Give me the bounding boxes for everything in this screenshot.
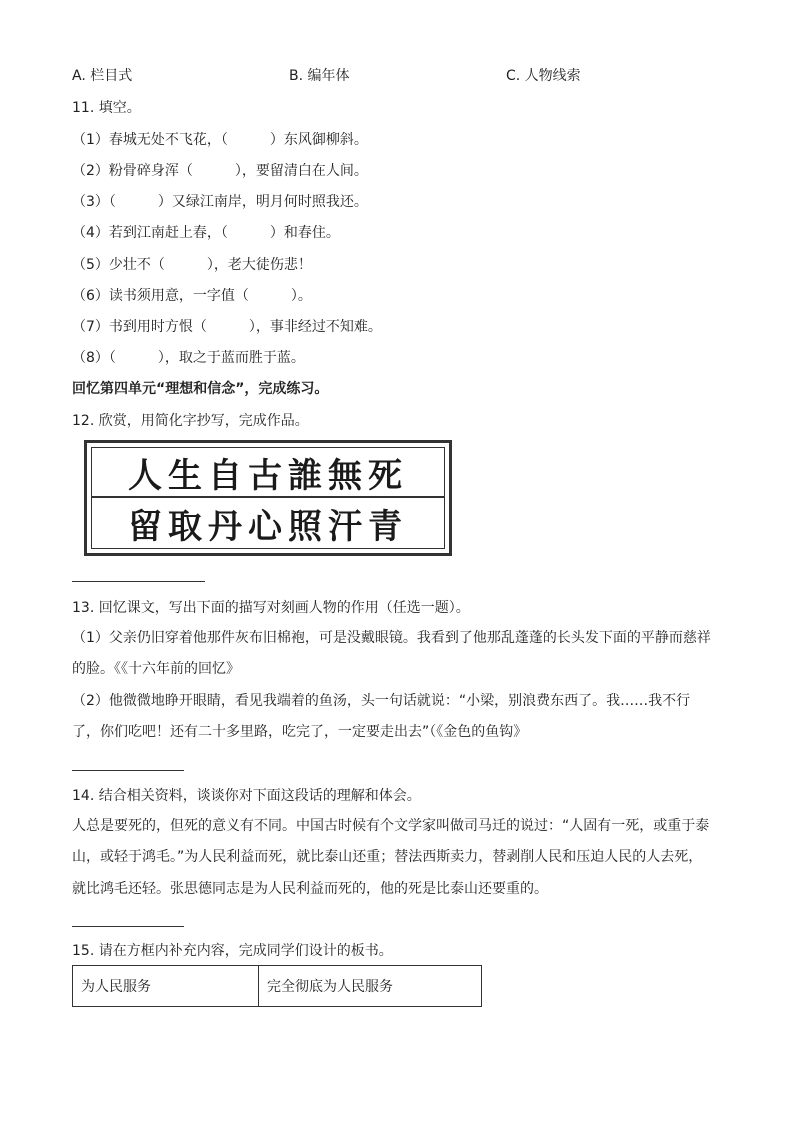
option-c: C. 人物线索: [506, 68, 581, 84]
q13-p2-line1: （2）他微微地睁开眼睛，看见我端着的鱼汤，头一句话就说：“小梁，别浪费东西了。我……我不行: [72, 693, 691, 709]
q13-title: 13. 回忆课文，写出下面的描写对刻画人物的作用（任选一题）。: [72, 600, 470, 616]
q11-item-2: （2）粉骨碎身浑（ ），要留清白在人间。: [72, 163, 368, 179]
q11-item-1: （1）春城无处不飞花，（ ）东风御柳斜。: [72, 132, 368, 148]
blackboard-table: [72, 965, 482, 1007]
calligraphy-row-2: 留取丹心照汗青: [128, 506, 408, 547]
q14-line2: 山，或轻于鸿毛。”为人民利益而死，就比泰山还重；替法西斯卖力，替剥削人民和压迫人民的人去死，: [72, 849, 703, 865]
q14-line1: 人总是要死的，但死的意义有不同。中国古时候有个文学家叫做司马迁的说过：“人固有一死，或重于泰: [72, 818, 710, 834]
q11-item-5: （5）少壮不（ ），老大徒伤悲！: [72, 257, 312, 273]
q13-p1-line2: 的脸。《《十六年前的回忆》: [72, 661, 240, 677]
q11-item-6: （6）读书须用意，一字值（ ）。: [72, 288, 312, 304]
q11-item-3: （3）（ ）又绿江南岸，明月何时照我还。: [72, 194, 368, 210]
option-b: B. 编年体: [289, 68, 350, 84]
q13-p2-line2: 了，你们吃吧！还有二十多里路，吃完了，一定要走出去”（《金色的鱼钩》: [72, 724, 528, 740]
q11-item-8: （8）（ ），取之于蓝而胜于蓝。: [72, 350, 305, 366]
q14-title: 14. 结合相关资料，谈谈你对下面这段话的理解和体会。: [72, 788, 421, 804]
option-a: A. 栏目式: [72, 68, 133, 84]
q11-title: 11. 填空。: [72, 100, 141, 116]
q15-title: 15. 请在方框内补充内容，完成同学们设计的板书。: [72, 943, 393, 959]
board-cell-1[interactable]: 为人民服务: [73, 966, 259, 1006]
answer-line-q13[interactable]: [72, 770, 184, 771]
answer-line-q14[interactable]: [72, 926, 184, 927]
q13-p1-line1: （1）父亲仍旧穿着他那件灰布旧棉袍，可是没戴眼镜。我看到了他那乱蓬蓬的长头发下面的平静而慈祥: [72, 630, 711, 646]
q11-item-7: （7）书到用时方恨（ ），事非经过不知难。: [72, 319, 382, 335]
q11-item-4: （4）若到江南赶上春，（ ）和春住。: [72, 225, 340, 241]
answer-line-q12[interactable]: [72, 581, 205, 582]
q12-title: 12. 欣赏，用简化字抄写，完成作品。: [72, 413, 309, 429]
q14-line3: 就比鸿毛还轻。张思德同志是为人民利益而死的，他的死是比泰山还要重的。: [72, 881, 548, 897]
calligraphy-image: [84, 440, 452, 556]
board-cell-2[interactable]: 完全彻底为人民服务: [267, 979, 393, 995]
calligraphy-row-1: 人生自古誰無死: [92, 448, 444, 498]
unit4-heading: 回忆第四单元“理想和信念”，完成练习。: [72, 381, 329, 397]
